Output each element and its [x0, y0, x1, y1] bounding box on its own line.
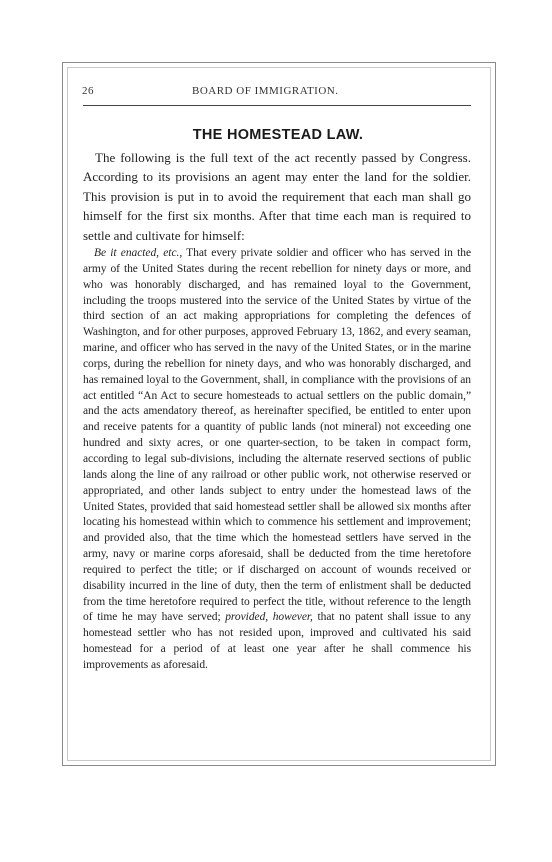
- act-text-part-1: That every private soldier and officer who has served in the army of the United States during the recent rebellion for ninety days or more, and who was honorably discharged, and has remained loyal to the Government, including the troops mustered into the service of the United States by virtue of the third section of an act making appropriations for completing the defences of Washington, and for other purposes, approved February 13, 1862, and every seaman, marine, and officer who has served in the navy of the United States, or in the marine corps, during the rebellion for ninety days, and who was honorably discharged, and has remained loyal to the Government, shall, in compliance with the provisions of an act entitled “An Act to secure homesteads to actual settlers on the public domain,” and the acts amendatory thereof, as hereinafter specified, be entitled to enter upon and receive patents for a quantity of public lands (not mineral) not exceeding one hundred and sixty acres, or one quarter-section, to be taken in compact form, according to legal sub-divisions, including the alternate reserved sections of public lands along the line of any railroad or other public work, not otherwise reserved or appropriated, and other lands subject to entry under the homestead laws of the United States, provided that said homestead settler shall be allowed six months after locating his homestead within which to commence his settlement and improvement; and provided also, that the time which the homestead settlers have served in the army, navy or marine corps aforesaid, shall be deducted from the time heretofore required to perfect the title; or if discharged on account of wounds received or disability incurred in the line of duty, then the term of enlistment shall be deducted from the time heretofore required to perfect the title, without reference to the length of time he may have served;: [83, 247, 472, 624]
- page-content: [69, 85, 472, 674]
- proviso-clause: provided, however,: [225, 611, 313, 624]
- running-head: [69, 85, 469, 101]
- intro-paragraph: The following is the full text of the act recently passed by Congress. According to its provisions an agent may enter the land for the soldier. This provision is put in to avoid the requirement that each man shall go himself for the first six months. After that time each man is required to settle and cultivate for himself:: [83, 150, 471, 243]
- section-title: THE HOMESTEAD LAW.: [192, 127, 364, 143]
- header-rule: [83, 105, 471, 106]
- act-text-paragraph: [83, 246, 471, 674]
- enacting-clause: Be it enacted, etc.,: [94, 247, 183, 260]
- act-text-part-2: that no patent shall issue to any homestead settler who has not resided upon, improved and cultivated his said homestead for a period of at least one year after he shall commence his improvements as aforesaid.: [83, 611, 471, 671]
- running-head-title: BOARD OF IMMIGRATION.: [192, 85, 339, 97]
- page-number: 26: [82, 85, 94, 97]
